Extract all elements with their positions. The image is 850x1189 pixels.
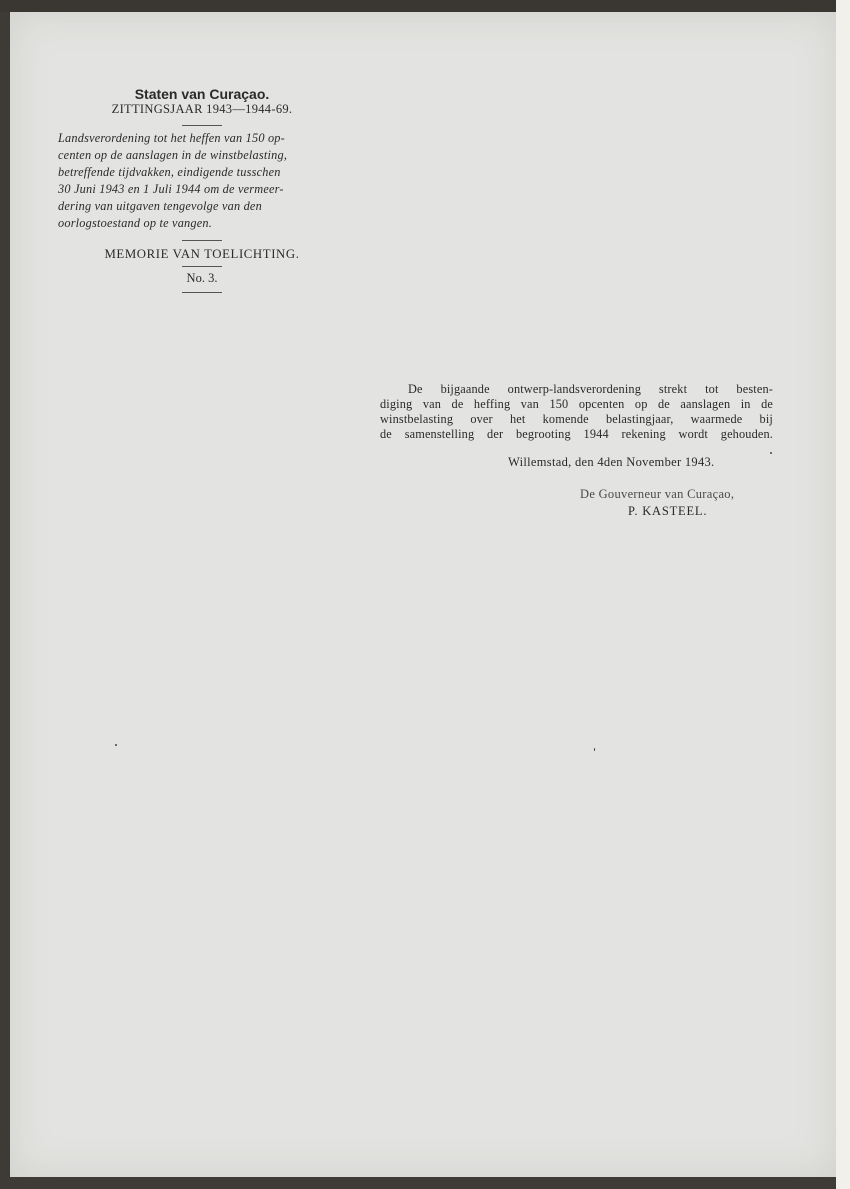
- title-line: centen op de aanslagen in de winstbelasting,: [58, 148, 288, 162]
- title-line: 30 Juni 1943 en 1 Juli 1944 om de vermeer-: [58, 182, 284, 196]
- explanation-paragraph: [380, 382, 773, 442]
- document-type: MEMORIE VAN TOELICHTING.: [104, 247, 300, 261]
- ordinance-title: [52, 130, 352, 232]
- divider: [182, 240, 222, 241]
- document-header: [52, 80, 352, 297]
- paragraph-line: De bijgaande ontwerp-landsverordening strekt tot besten-: [408, 382, 773, 396]
- paper-speck: [115, 744, 117, 746]
- scan-right-border: [836, 0, 850, 1189]
- session-year: ZITTINGSJAAR 1943—1944-69.: [111, 102, 293, 116]
- title-line: oorlogstoestand op te vangen.: [58, 216, 213, 230]
- divider: [182, 125, 222, 126]
- document-body: [380, 382, 773, 519]
- paper-speck: [770, 452, 772, 454]
- paragraph-line: de samenstelling der begrooting 1944 rekening wordt gehouden.: [380, 427, 773, 441]
- divider: [182, 292, 222, 293]
- divider: [182, 266, 222, 267]
- institution-name: Staten van Curaçao.: [134, 86, 270, 102]
- title-line: dering van uitgaven tengevolge van den: [58, 199, 262, 213]
- title-line: betreffende tijdvakken, eindigende tusschen: [58, 165, 281, 179]
- signatory-role: De Gouverneur van Curaçao,: [580, 487, 735, 501]
- paragraph-line: winstbelasting over het komende belastingjaar, waarmede bij: [380, 412, 773, 426]
- title-line: Landsverordening tot het heffen van 150 op-: [58, 131, 285, 145]
- paragraph-line: diging van de heffing van 150 opcenten op de aanslagen in de: [380, 397, 773, 411]
- place-and-date: Willemstad, den 4den November 1943.: [508, 455, 715, 469]
- scan-top-border: [0, 0, 850, 12]
- paper-speck: [594, 748, 595, 751]
- signatory-name: P. KASTEEL.: [628, 504, 708, 518]
- signature-block: [380, 487, 773, 519]
- document-number: No. 3.: [186, 271, 218, 285]
